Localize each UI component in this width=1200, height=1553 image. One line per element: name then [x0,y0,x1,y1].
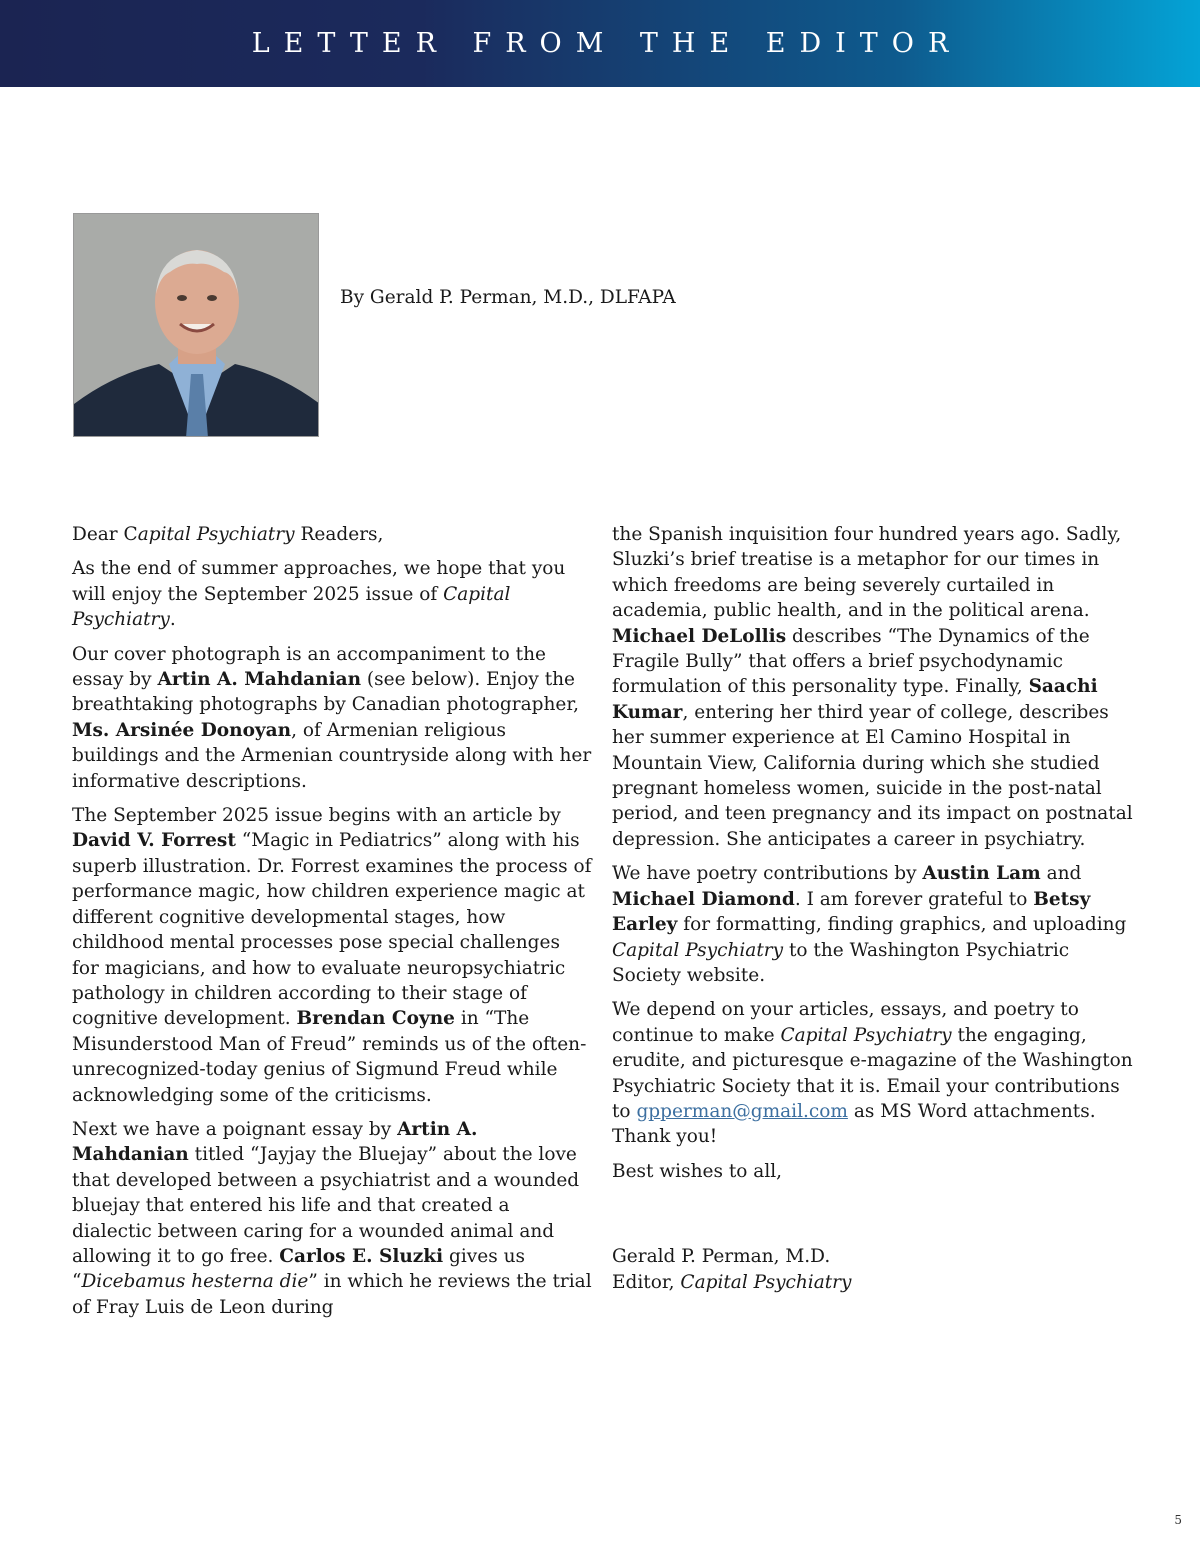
author-photo [73,213,319,437]
paragraph-contributions: We depend on your articles, essays, and poetry to continue to make Capital Psychiatry the engaging, erudite, and picturesque e-magazine of the Washington Psychiatric Society that it is. Email your contributions to gpperman@gmail.com as MS Word attachments. Thank you! [612,999,1133,1148]
paragraph-poetry: We have poetry contributions by Austin Lam and Michael Diamond. I am forever grateful to Betsy Earley for formatting, finding graphics, and uploading Capital Psychiatry to the Washington Psychiatric Society website. [612,863,1127,986]
letter-column-left [72,522,592,1329]
email-link[interactable]: gpperman@gmail.com [636,1100,848,1122]
letter-column-right [612,522,1142,1304]
signature-name: Gerald P. Perman, M.D. [612,1246,831,1268]
paragraph-issue: The September 2025 issue begins with an article by David V. Forrest “Magic in Pediatrics” along with his superb illustration. Dr. Forrest examines the process of performance magic, how children experience magic at different cognitive developmental stages, how childhood mental processes pose special challenges for magicians, and how to evaluate neuropsychiatric pathology in children according to their stage of cognitive development. Brendan Coyne in “The Misunderstood Man of Freud” reminds us of the often-unrecognized-today genius of Sigmund Freud while acknowledging some of the criticisms. [72,805,592,1106]
paragraph-cover: Our cover photograph is an accompaniment to the essay by Artin A. Mahdanian (see below). Enjoy the breathtaking photographs by Canadian photographer, Ms. Arsinée Donoyan, of Armenian religious buildings and the Armenian countryside along with her informative descriptions. [72,643,592,792]
page-title: LETTER FROM THE EDITOR [251,28,963,59]
signature: Gerald P. Perman, M.D. Editor, Capital Psychiatry [612,1246,852,1293]
salutation: Dear Capital Psychiatry Readers, [72,524,384,545]
byline: By Gerald P. Perman, M.D., DLFAPA [340,287,676,308]
paragraph-essays: Next we have a poignant essay by Artin A. Mahdanian titled “Jayjay the Bluejay” about the love that developed between a psychiatrist and a wounded bluejay that entered his life and that created a dialectic between caring for a wounded animal and allowing it to go free. Carlos E. Sluzki gives us “Dicebamus hesterna die” in which he reviews the trial of Fray Luis de Leon during [72,1118,592,1318]
paragraph-intro: As the end of summer approaches, we hope that you will enjoy the September 2025 issue of Capital Psychiatry. [72,558,566,631]
header-banner [0,0,1200,87]
closing: Best wishes to all, [612,1160,783,1182]
paragraph-essays-continued: the Spanish inquisition four hundred years ago. Sadly, Sluzki’s brief treatise is a metaphor for our times in which freedoms are being severely curtailed in academia, public health, and in the political arena. Michael DeLollis describes “The Dynamics of the Fragile Bully” that offers a brief psychodynamic formulation of this personality type. Finally, Saachi Kumar, entering her third year of college, describes her summer experience at El Camino Hospital in Mountain View, California during which she studied pregnant homeless women, suicide in the post-natal period, and teen pregnancy and its impact on postnatal depression. She anticipates a career in psychiatry. [612,524,1133,850]
page-number: 5 [1174,1513,1182,1527]
